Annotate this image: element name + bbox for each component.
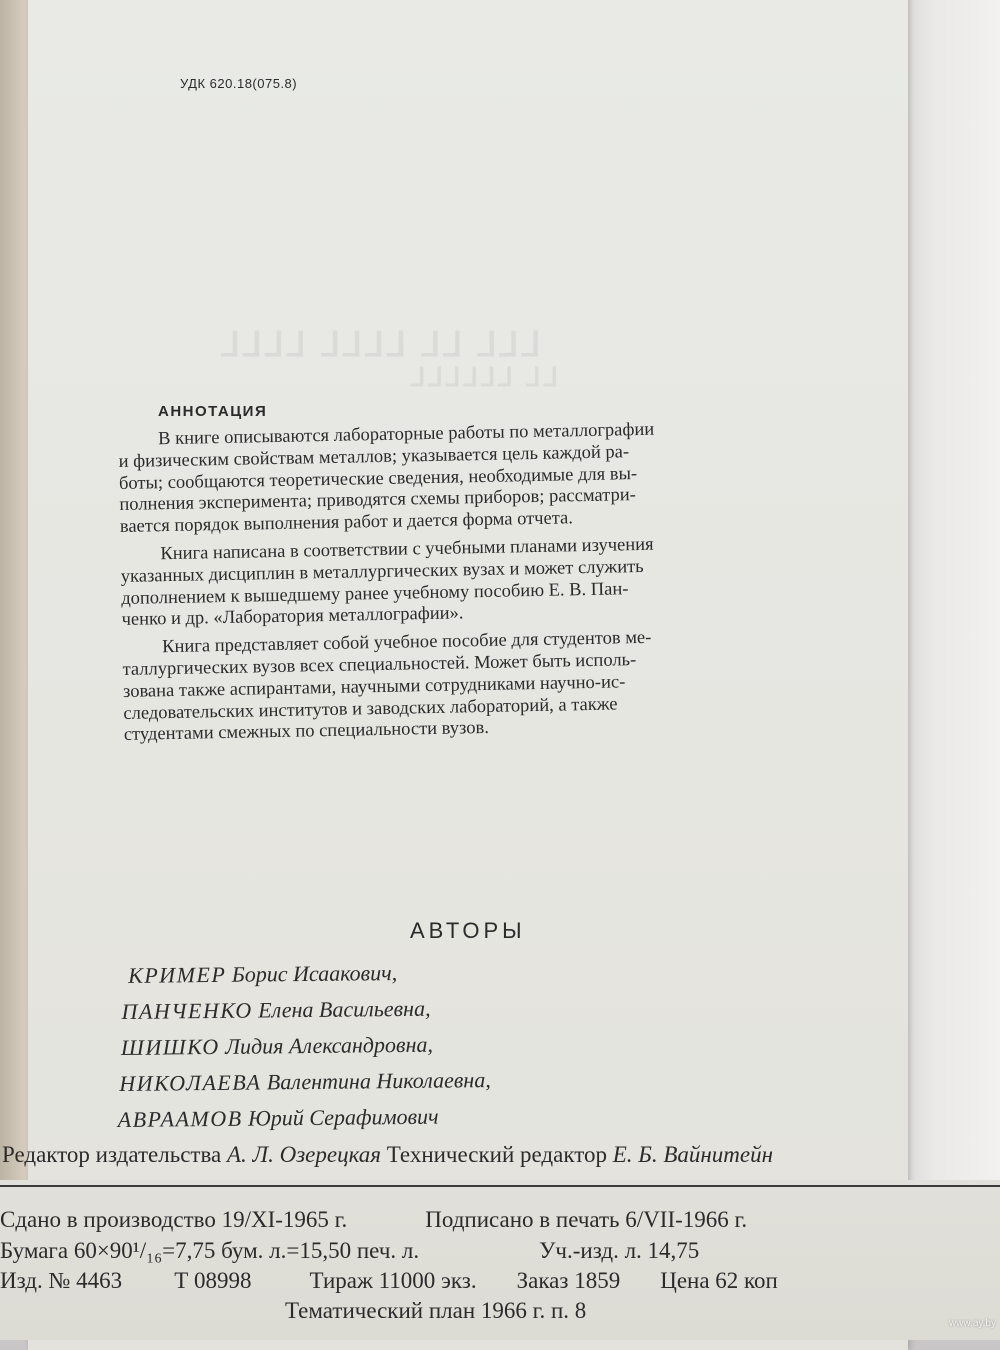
author-entry: ШИШКО Лидия Александровна, [120, 1031, 434, 1060]
annotation-line: вается порядок выполнения работ и дается форма отчета. [119, 508, 574, 538]
divider-rule [0, 1185, 1000, 1187]
author-entry: КРИМЕР Борис Исаакович, [128, 960, 398, 988]
imprint-line-1: Сдано в производство 19/XI-1965 г. Подписано в печать 6/VII-1966 г. [0, 1207, 748, 1232]
author-entry: АВРААМОВ Юрий Серафимович [117, 1103, 439, 1132]
annotation-line: и физическим свойствам металлов; указывается цель каждой ра- [118, 441, 630, 472]
annotation-line: Книга представляет собой учебное пособие для студентов ме- [161, 627, 652, 658]
annotation-line: В книге описываются лабораторные работы по металлографии [157, 419, 655, 450]
watermark: www.ay.by [948, 1318, 996, 1329]
annotation-line: полнения эксперимента; приводятся схемы приборов; рассматри- [119, 485, 636, 516]
author-entry: НИКОЛАЕВА Валентина Николаевна, [119, 1067, 491, 1096]
annotation-line: ченко и др. «Лаборатория металлографии». [121, 603, 464, 631]
annotation-line: боты; сообщаются теоретические сведения, необходимые для вы- [118, 463, 638, 494]
imprint-line-2: Бумага 60×90¹/₁₆=7,75 бум. л.=15,50 печ. л. Уч.-изд. л. 14,75 [0, 1238, 700, 1263]
bleed-through-text: ⅬⅬⅬ ⅬⅬ ⅬⅬⅬⅬ ⅬⅬⅬⅬ [218, 326, 541, 364]
imprint-plan: Тематический план 1966 г. п. 8 [285, 1298, 587, 1323]
annotation-line: указанных дисциплин в металлургических вузах и может служить [120, 556, 644, 587]
annotation-heading: АННОТАЦИЯ [158, 403, 268, 420]
author-entry: ПАНЧЕНКО Елена Васильевна, [121, 995, 431, 1024]
udk-code: УДК 620.18(075.8) [180, 76, 298, 91]
authors-list [116, 954, 491, 1138]
annotation-line: Книга написана в соответствии с учебными планами изучения [160, 534, 654, 565]
annotation-line: таллургических вузов всех специальностей. Может быть исполь- [122, 650, 637, 680]
annotation-body [118, 416, 864, 747]
annotation-line: студентами смежных по специальности вузов. [123, 718, 490, 746]
bleed-through-text: ⅬⅬ ⅬⅬⅬⅬⅬⅬ [408, 362, 559, 392]
annotation-line: дополнением к вышедшему ранее учебному пособию Е. В. Пан- [121, 578, 629, 609]
editors-line: Редактор издательства А. Л. Озерецкая Технический редактор Е. Б. Вайнитейн [2, 1142, 774, 1167]
authors-heading: АВТОРЫ [410, 918, 526, 943]
annotation-line: следовательских институтов и заводских лабораторий, а также [123, 694, 618, 724]
imprint-line-3: Изд. № 4463 Т 08998 Тираж 11000 экз. Заказ 1859 Цена 62 коп [0, 1268, 778, 1293]
annotation-line: зована также аспирантами, научными сотрудниками научно-ис- [122, 672, 626, 702]
